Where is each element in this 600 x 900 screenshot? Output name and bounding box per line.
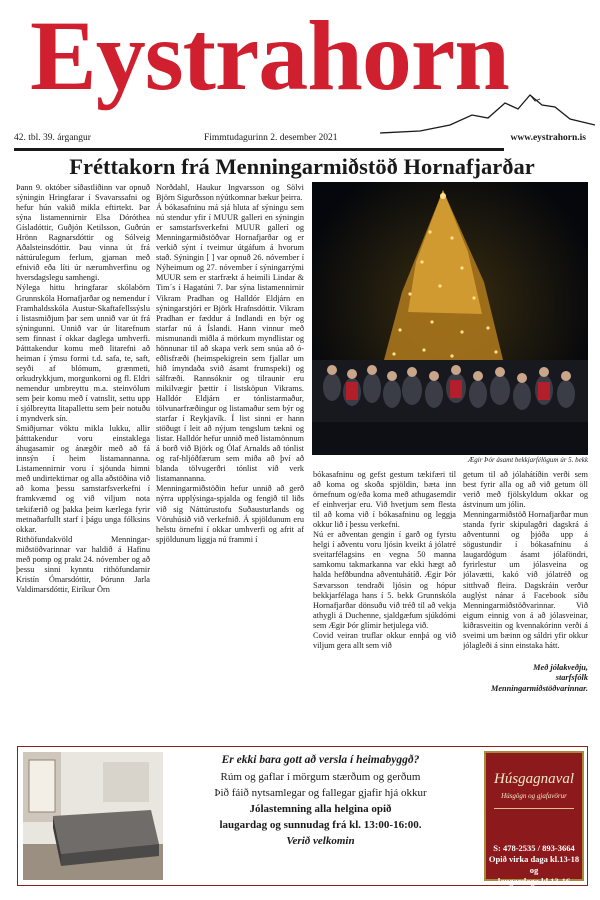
ad-opening-hours: laugardaga kl.13-16 xyxy=(497,876,571,886)
divider xyxy=(494,808,574,809)
paragraph: Smiðjurnar vöktu mikla lukku, allir þátttakendur voru einstaklega áhugasamir og ánægðir með að fá innsýn í heim listamannanna. Listamennirnir voru í sjöunda himni með undirtektirnar og alla aðstöðina við að koma þessu samstarfsverkefni í framkvæmd og við viljum nota tækifærið og þakka þeim kærlega fyrir metnaðarfullt starf í þágu unga fólksins okkar. xyxy=(16,424,150,534)
ad-line: Þið fáið nytsamlegar og fallegar gjafir hjá okkur xyxy=(214,787,427,799)
issue-date: Fimmtudagurinn 2. desember 2021 xyxy=(204,133,338,143)
ad-line: Rúm og gaflar í mörgum stærðum og gerðum xyxy=(220,771,421,783)
article-headline: Fréttakorn frá Menningarmiðstöð Hornafjarðar xyxy=(69,154,535,179)
ad-brand-name: Húsgagnaval xyxy=(494,771,574,787)
article-column-4 xyxy=(463,470,588,740)
paragraph: Nýlega hittu hringfarar skólabörn Grunnskóla Hornafjarðar og nemendur í Framhaldsskóla Austur-Skaftafellssýslu í listasmiðjum þar sem unnið var út frá sýningunni. Unnið var úr litarefnum sem finnast í okkar daglega umhverfi. Þátttakendur komu með litarefni að heiman í ýmsu formi t.d. safa, te, saft, seyði af blómum, grænmeti, orkudrykkjum, morgunkorni og fl. Eldri nemendur umbreyttu m.a. steinvölum sem þeir komu með í vatnslit, settu upp í sjólbreytta litapallettu sem þeir notuðu í myndverk sín. xyxy=(16,283,150,424)
masthead-rule xyxy=(14,148,504,151)
paragraph: Covid veiran truflar okkur ennþá og við viljum gera allt sem við xyxy=(313,630,456,650)
paragraph: Nú er aðventan gengin í garð og fyrstu helgi í aðventu voru ljósin kveikt á jólatré sveitarfélagsins en vegna 50 manna samkomu takmarkanna var ekki hægt að halda hefðbundna aðventuhátíð. Ægir Þór Sævarsson tendraði ljósin og hópur bekkjarfélaga hans í 5. bekk Grunnskóla Hornafjarðar dönsuðu við tréð til að vekja athygli á Duchenne, sjaldgæfum sjúkdómi sem Ægir Þór glímir hetjulega við. xyxy=(313,530,456,630)
photo-caption: Ægir Þór ásamt bekkjarfélögum úr 5. bekk xyxy=(468,456,588,464)
ad-tagline: Húsgögn og gjafavörur xyxy=(501,792,567,800)
masthead-meta xyxy=(14,133,594,147)
signature-line: Menningarmiðstöðvarinnar. xyxy=(490,683,588,693)
masthead xyxy=(0,0,600,150)
article-column-3 xyxy=(313,470,456,740)
ad-hours-line: laugardag og sunnudag frá kl. 13:00-16:00. xyxy=(219,819,422,831)
ad-opening-hours: Opið virka daga kl.13-18 og xyxy=(488,854,580,875)
signature-line: starfsfólk xyxy=(555,673,588,683)
masthead-title: Eystrahorn xyxy=(30,0,509,111)
signature xyxy=(463,663,588,695)
issue-number: 42. tbl. 39. árgangur xyxy=(14,133,91,143)
paragraph: Á bókasafninu má sjá hluta af sýningu sem nú stendur yfir í MUUR galleri en sýningin er samstarfsverkefni MUUR gallerí og Menningarmiðstöðvar Hornafjarðar og er verkið sýnt í tveimur útgáfum á hvorum stað. Sýningin [ ] var opnuð 26. nóvember í Nýheimum og 27. nóvember í sýningarrými MUUR sem er starfrækt á heimili Lindar & Tim´s í Hagatúni 7. Þar sýna listamennirnir Vikram Pradhan og Halldór Eldjárn en sýningarstjóri er Björk Hrafnsdóttir. Vikram Pradhan er fæddur á Indlandi en býr og starfar nú á Íslandi. Hann vinnur með mismunandi miðla á mörkum myndlistar og hönnunar til að skapa verk sem snúa að ó-eðlisfræði (heimspekigrein sem fjallar um hið ímyndaða svið ásamt frumspeki) og sálfræði. Rannsóknir og tilraunir eru mikilvægir þættir í listsköpun Vikrams. Halldór Eldjárn er tónlistarmaður, tölvunarfræðingur og listamaður sem býr og starfar í Reykjavík. Í list sinni er hann stöðugt í leit að nýjum tengslum tækni og listar. Halldór hefur unnið með listamönnum á borð við Björk og Ólaf Arnalds að tónlist og raf-hljóðfærum sem miða að því að blanda tölvugerðri tónlist við verk listamannanna. xyxy=(156,203,304,484)
article-column-2 xyxy=(156,183,304,738)
christmas-tree-illustration xyxy=(312,182,588,455)
ad-welcome: Verið velkomin xyxy=(286,835,355,847)
paragraph: Menningarmiðstöðin hefur unnið að gerð nýrra upplýsinga-spjalda og fengið til liðs við sig Náttúrustofu Suðausturlands og Vöruhúsið við verkefnið. Á spjöldunum eru helstu örnefni í okkar umhverfi og afrit af spjöldunum liggja nú frammi í xyxy=(156,484,304,544)
ad-contact xyxy=(484,843,584,887)
ad-headline: Er ekki bara gott að versla í heimabyggð? xyxy=(221,754,420,766)
bed-photo xyxy=(23,752,163,880)
mountain-icon xyxy=(380,85,595,135)
paragraph: Norðdahl, Haukur Ingvarsson og Sölvi Björn Sigurðsson nýútkomnar bækur þeirra. xyxy=(156,183,304,203)
article-column-1 xyxy=(16,183,150,738)
ad-phone[interactable]: S: 478-2535 / 893-3664 xyxy=(493,843,575,853)
paragraph: bókasafninu og gefst gestum tækifæri til að koma og skoða spjöldin, bæta inn örnefnum og/eða koma með athugasemdir ef einhverjar eru. Við hvetjum sem flesta til að koma við í bókasafninu og leggja okkur lið í þessu verkefni. xyxy=(313,470,456,530)
paragraph: getum til að jólahátíðin verði sem best fyrir alla og að við getum öll verið með fjölskyldum okkar og ástvinum um jólin. xyxy=(463,470,588,510)
paragraph: Menningarmiðstöð Hornafjarðar mun standa fyrir skipulagðri dagskrá á aðventunni og þjóða upp á sögustundir í bókasafninu á laugardögum ásamt jólaföndri, fyrirlestur um jólasveina og jólavætti, kakó við jólatréð og sitthvað fleira. Dagskráin verður auglýst nánar á Facebook síðu Menningarmiðstöðvarinnar. Við eigum einnig von á að jólasveinar, kiðrasveitin og kvennakórinn verði á sveimi um bæinn og sáldri yfir okkur jólagleði á sinn einstaka hátt. xyxy=(463,510,588,650)
website-link[interactable]: www.eystrahorn.is xyxy=(510,133,586,143)
christmas-tree-photo xyxy=(312,182,588,455)
paragraph: Rithöfundakvöld Menningar-miðstöðvarinnar var haldið á Hafinu með pomp og prakt 24. nóvember og að þessu sinni kynntu rithöfundarnir Kristín Ómarsdóttir, Þórunn Jarla Valdimarsdóttir, Eiríkur Örn xyxy=(16,534,150,594)
signature-line: Með jólakveðju, xyxy=(533,662,588,672)
ad-event-line: Jólastemning alla helgina opið xyxy=(249,803,392,815)
paragraph: Þann 9. október síðastliðinn var opnuð sýningin Hringfarar í Svavarssafni og hefur hún vakið mikla eftirtekt. Þar sýna listamennirnir Elsa Dóróthea Gísladóttir, Guðjón Ketilsson, Guðrún Hrönn Ragnarsdóttir og Sólveig Aðalsteinsdóttir. Þau vinna út frá náttúrulegum ferlum, gjarnan með efnivið eða líti úr nærumhverfinu og hversdagslegu samhengi. xyxy=(16,183,150,283)
ad-text xyxy=(168,751,473,849)
bed-illustration xyxy=(23,752,163,880)
advertisement[interactable] xyxy=(17,746,588,886)
